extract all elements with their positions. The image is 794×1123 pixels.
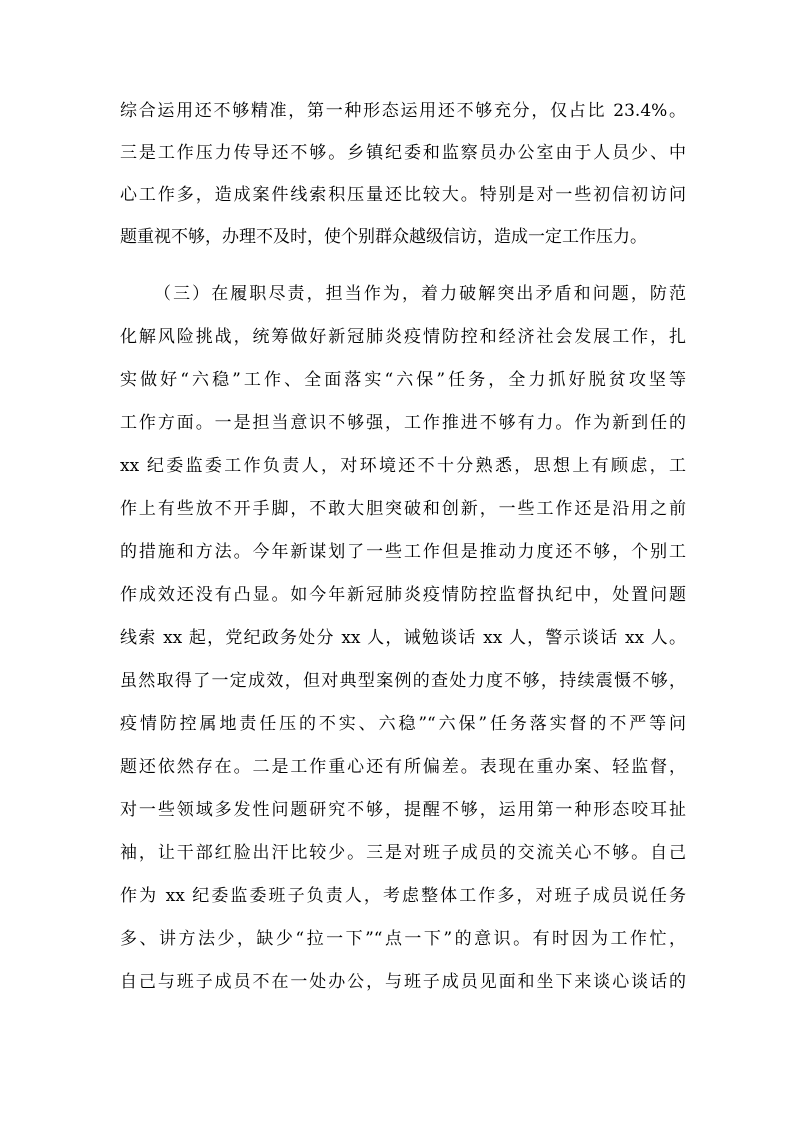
paragraph-2-line: 作上有些放不开手脚，不敢大胆突破和创新，一些工作还是沿用之前	[120, 499, 686, 519]
paragraph-2-line: （三）在履职尽责，担当作为，着力破解突出矛盾和问题，防范	[154, 284, 686, 304]
paragraph-2-line: 线索 xx 起，党纪政务处分 xx 人，诫勉谈话 xx 人，警示谈话 xx 人。	[120, 628, 686, 648]
paragraph-2-line: 实做好“六稳”工作、全面落实“六保”任务，全力抓好脱贫攻坚等	[120, 370, 686, 390]
paragraph-2-line: 疫情防控属地责任压的不实、六稳”“六保”任务落实督的不严等问	[120, 714, 686, 734]
paragraph-1-line: 三是工作压力传导还不够。乡镇纪委和监察员办公室由于人员少、中	[120, 143, 686, 163]
paragraph-2-line: 袖，让干部红脸出汗比较少。三是对班子成员的交流关心不够。自己	[120, 843, 686, 863]
paragraph-2-line: 虽然取得了一定成效，但对典型案例的查处力度不够，持续震慑不够，	[120, 671, 686, 691]
paragraph-1-line: 心工作多，造成案件线索积压量还比较大。特别是对一些初信初访问	[120, 185, 686, 205]
paragraph-2-line: 工作方面。一是担当意识不够强，工作推进不够有力。作为新到任的	[120, 413, 686, 433]
paragraph-2-line: 题还依然存在。二是工作重心还有所偏差。表现在重办案、轻监督，	[120, 757, 686, 777]
paragraph-1-line: 题重视不够，办理不及时，使个别群众越级信访，造成一定工作压力。	[120, 227, 647, 247]
paragraph-2-line: 对一些领域多发性问题研究不够，提醒不够，运用第一种形态咬耳扯	[120, 800, 686, 820]
paragraph-1-line: 综合运用还不够精准，第一种形态运用还不够充分，仅占比 23.4%。	[120, 101, 686, 121]
paragraph-2-line: 作成效还没有凸显。如今年新冠肺炎疫情防控监督执纪中，处置问题	[120, 585, 686, 605]
paragraph-2-line: 的措施和方法。今年新谋划了一些工作但是推动力度还不够，个别工	[120, 542, 686, 562]
paragraph-2-line: xx 纪委监委工作负责人，对环境还不十分熟悉，思想上有顾虑，工	[120, 456, 686, 476]
paragraph-2-line: 多、讲方法少，缺少“拉一下”“点一下”的意识。有时因为工作忙，	[120, 929, 686, 949]
paragraph-2-line: 化解风险挑战，统筹做好新冠肺炎疫情防控和经济社会发展工作，扎	[120, 327, 686, 347]
paragraph-2-line: 作为 xx 纪委监委班子负责人，考虑整体工作多，对班子成员说任务	[120, 886, 686, 906]
paragraph-2-line: 自己与班子成员不在一处办公，与班子成员见面和坐下来谈心谈话的	[120, 972, 686, 992]
